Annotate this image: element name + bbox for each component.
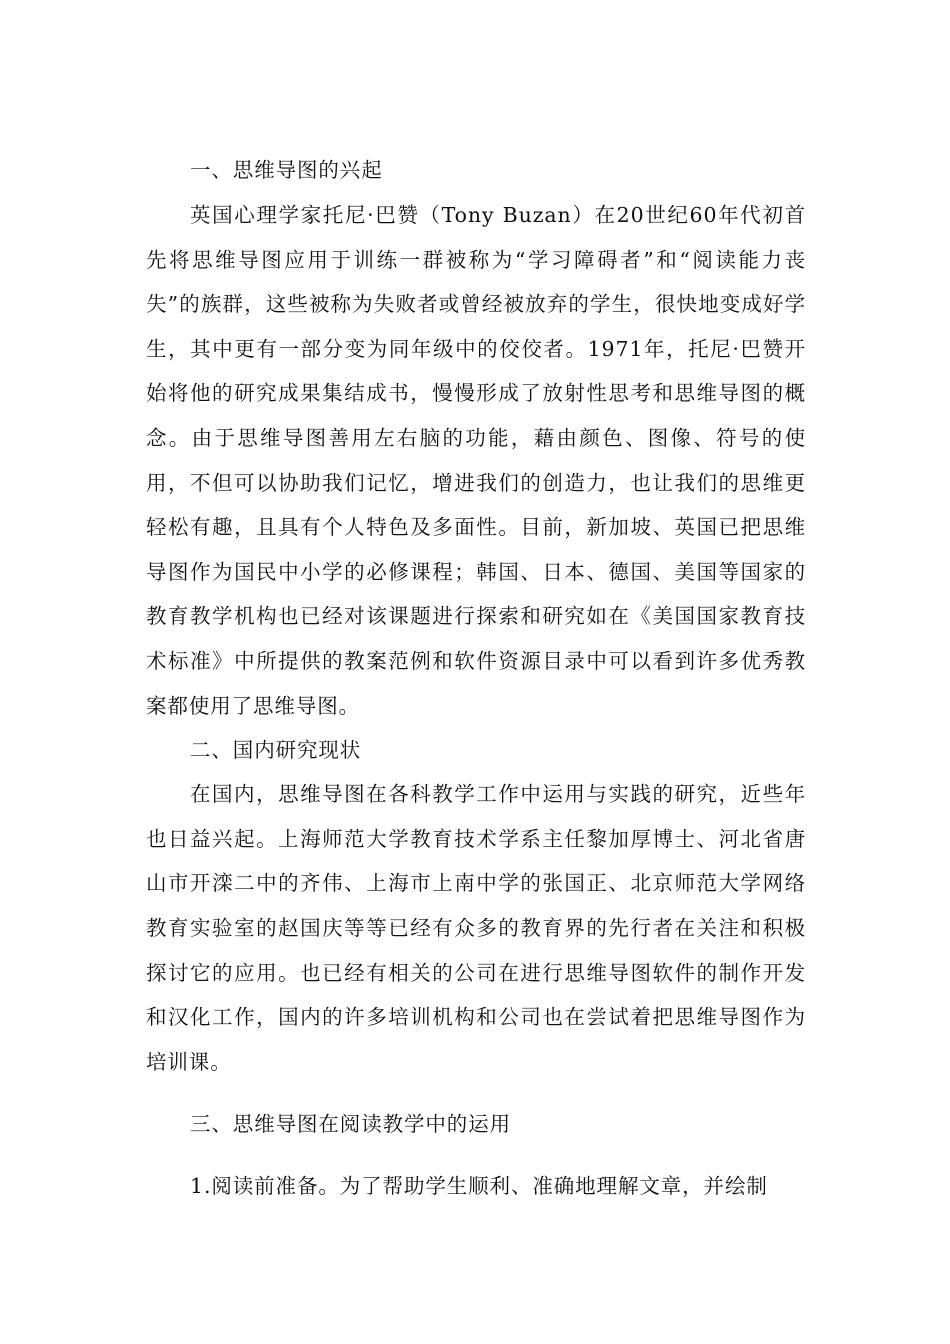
section-heading-2: 二、国内研究现状 (190, 738, 362, 763)
document-page (146, 148, 806, 1208)
section-paragraph-1: 英国心理学家托尼·巴赞（Tony Buzan）在20世纪60年代初首先将思维导图应用于训练一群被称为“学习障碍者”和“阅读能力丧失”的族群，这些被称为失败者或曾经被放弃的学生，很快地变成好学生，其中更有一部分变为同年级中的佼佼者。1971年，托尼·巴赞开始将他的研究成果集结成书，慢慢形成了放射性思考和思维导图的概念。由于思维导图善用左右脑的功能，藉由颜色、图像、符号的使用，不但可以协助我们记忆，增进我们的创造力，也让我们的思维更轻松有趣，且具有个人特色及多面性。目前，新加坡、英国已把思维导图作为国民中小学的必修课程；韩国、日本、德国、美国等国家的教育教学机构也已经对该课题进行探索和研究如在《美国国家教育技术标准》中所提供的教案范例和软件资源目录中可以看到许多优秀教案都使用了思维导图。 (146, 203, 806, 718)
section-heading-1: 一、思维导图的兴起 (190, 158, 383, 182)
section-paragraph-2: 在国内，思维导图在各科教学工作中运用与实践的研究，近些年也日益兴起。上海师范大学教育技术学系主任黎加厚博士、河北省唐山市开滦二中的齐伟、上海市上南中学的张国正、北京师范大学网络教育实验室的赵国庆等等已经有众多的教育界的先行者在关注和积极探讨它的应用。也已经有相关的公司在进行思维导图软件的制作开发和汉化工作，国内的许多培训机构和公司也在尝试着把思维导图作为培训课。 (146, 782, 806, 1074)
section-heading-3: 三、思维导图在阅读教学中的运用 (190, 1112, 511, 1137)
list-item: 1.阅读前准备。为了帮助学生顺利、准确地理解文章，并绘制 (190, 1174, 768, 1199)
